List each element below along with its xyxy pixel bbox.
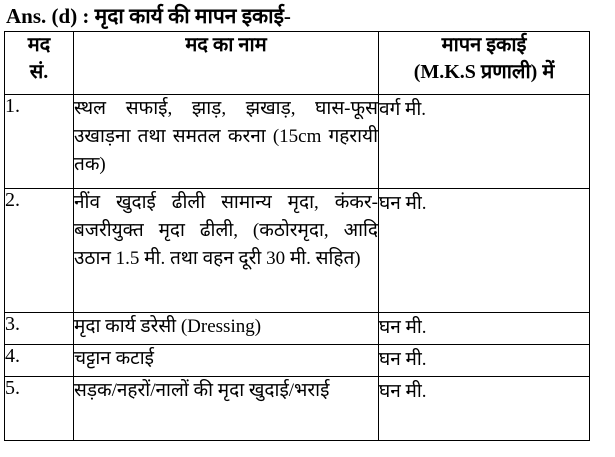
table-row [5, 313, 590, 345]
measurement-table-container [4, 31, 590, 441]
header-unit-line-2: (M.K.S प्रणाली) में [413, 61, 555, 83]
row-serial-number: 5. [5, 377, 74, 441]
row-serial-number: 2. [5, 189, 74, 313]
row-item-name: सड़क/नहरों/नालों की मृदा खुदाई/भराई [74, 377, 379, 441]
row-unit: घन मी. [379, 345, 590, 377]
row-serial-number: 3. [5, 313, 74, 345]
table-row [5, 377, 590, 441]
table-header-row [5, 32, 590, 95]
row-item-name: नींव खुदाई ढीली सामान्य मृदा, कंकर-बजरीयुक्त मृदा ढीली, (कठोरमृदा, आदि उठान 1.5 मी. तथा वहन दूरी 30 मी. सहित) [74, 189, 379, 313]
row-unit: घन मी. [379, 189, 590, 313]
row-unit: वर्ग मी. [379, 95, 590, 189]
header-unit-line-1: मापन इकाई [441, 34, 527, 56]
table-row [5, 95, 590, 189]
answer-heading: Ans. (d) : मृदा कार्य की मापन इकाई- [6, 4, 291, 28]
row-item-name: मृदा कार्य डरेसी (Dressing) [74, 313, 379, 345]
table-row [5, 189, 590, 313]
table-row [5, 345, 590, 377]
header-serial-line-1: मद [27, 34, 51, 56]
header-item-name [74, 32, 379, 95]
row-item-name: स्थल सफाई, झाड़, झखाड़, घास-फूस उखाड़ना तथा समतल करना (15cm गहरायी तक) [74, 95, 379, 189]
row-serial-number: 1. [5, 95, 74, 189]
header-serial-number [5, 32, 74, 95]
header-unit [379, 32, 590, 95]
row-unit: घन मी. [379, 377, 590, 441]
header-item-line-1: मद का नाम [185, 34, 267, 56]
row-item-name: चट्टान कटाई [74, 345, 379, 377]
header-serial-line-2: सं. [29, 61, 49, 83]
measurement-table [4, 31, 590, 441]
row-unit: घन मी. [379, 313, 590, 345]
row-serial-number: 4. [5, 345, 74, 377]
